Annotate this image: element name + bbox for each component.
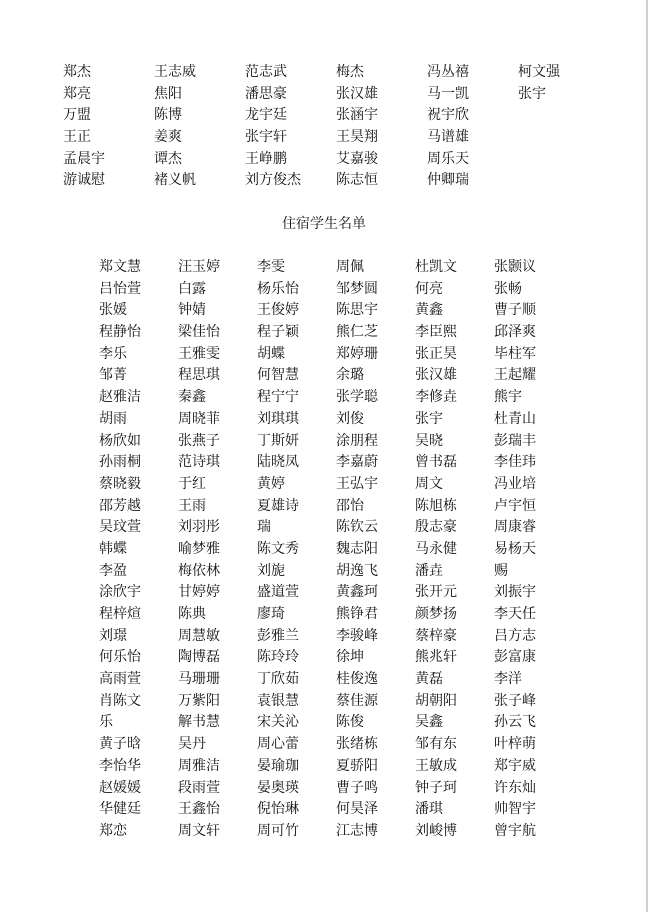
student-name-cell: 彭富康 [494,649,536,666]
student-name-cell: 夏雄诗 [257,497,299,514]
student-name-cell: 钟婧 [178,302,206,319]
student-name-cell: 徐坤 [336,649,364,666]
student-name-cell: 甘婷婷 [178,584,220,601]
student-name-cell: 张开元 [415,584,457,601]
student-name-cell: 陈文秀 [257,540,299,557]
student-name-cell: 何乐怡 [99,649,141,666]
student-name-cell: 宋关沁 [257,714,299,731]
student-name-cell: 郑宇威 [494,757,536,774]
student-name-cell: 邹菁 [99,367,127,384]
name-cell: 王志威 [154,64,196,80]
student-name-cell: 盛道萱 [257,584,299,601]
student-name-cell: 段雨萱 [178,779,220,796]
student-name-cell: 黄鑫珂 [336,584,378,601]
student-name-cell: 陈钦云 [336,519,378,536]
student-name-cell: 周雅洁 [178,757,220,774]
student-name-cell: 晏奥瑛 [257,779,299,796]
student-name-cell: 刘璟 [99,627,127,644]
student-name-cell: 彭瑞丰 [494,432,536,449]
name-cell: 仲卿瑞 [427,172,469,189]
student-name-cell: 何智慧 [257,367,299,384]
student-name-cell: 张畅 [494,280,522,297]
name-cell: 陈博 [154,107,182,124]
student-name-cell: 王敏成 [415,757,457,774]
student-name-cell: 秦鑫 [178,389,206,406]
name-cell: 张涵宇 [336,107,378,124]
student-name-cell: 张燕子 [178,432,220,449]
name-cell: 焦阳 [154,85,182,102]
student-name-cell: 晏瑜珈 [257,757,299,774]
student-name-cell: 廖琦 [257,606,285,622]
student-name-cell: 张颢议 [494,259,536,275]
student-name-cell: 黄婷 [257,475,285,492]
student-name-cell: 李骏峰 [336,627,378,644]
student-name-cell: 王鑫怡 [178,801,220,818]
student-name-cell: 帅智宇 [494,801,536,818]
student-name-cell: 杨欣如 [99,432,141,449]
student-name-cell: 乐 [99,714,113,731]
student-name-cell: 刘羽彤 [178,519,220,536]
student-name-cell: 周慧敏 [178,627,220,644]
name-cell: 马一凯 [427,85,469,102]
student-name-cell: 卢宇恒 [494,497,536,514]
student-name-cell: 熊宇 [494,389,522,406]
student-name-cell: 郑婷珊 [336,345,378,362]
student-name-cell: 吴鑫 [415,714,443,731]
student-name-cell: 周康睿 [494,519,536,536]
student-name-cell: 颜梦扬 [415,606,457,622]
student-name-cell: 钟子珂 [415,779,457,796]
student-name-cell: 周文轩 [178,822,220,839]
student-name-cell: 周文 [415,475,443,492]
student-name-cell: 邹梦圆 [336,280,378,297]
student-name-cell: 刘琪琪 [257,410,299,427]
student-name-cell: 王起耀 [494,367,536,384]
student-name-cell: 张子峰 [494,692,536,709]
student-name-cell: 李天任 [494,606,536,622]
name-cell: 游诚慰 [63,172,105,189]
student-name-cell: 陈俊 [336,714,364,731]
student-name-cell: 袁银慧 [257,692,299,709]
student-name-cell: 孙云飞 [494,714,536,731]
student-name-cell: 刘旎 [257,562,285,579]
student-name-cell: 夏骄阳 [336,757,378,774]
name-cell: 艾嘉骏 [336,150,378,167]
student-name-cell: 杨乐怡 [257,280,299,297]
student-name-cell: 李怡华 [99,757,141,774]
student-name-cell: 李佳玮 [494,454,536,471]
student-name-cell: 蔡佳源 [336,692,378,709]
student-name-cell: 赵媛媛 [99,779,141,796]
student-name-cell: 郑文慧 [99,259,141,275]
student-name-cell: 吴丹 [178,736,206,753]
student-name-cell: 王俊婷 [257,302,299,319]
student-name-cell: 韩蝶 [99,540,127,557]
student-name-cell: 陆晓凤 [257,454,299,471]
student-name-cell: 万紫阳 [178,692,220,709]
student-name-cell: 桂俊逸 [336,671,378,688]
student-name-cell: 刘振宇 [494,584,536,601]
student-name-cell: 陈思宇 [336,302,378,319]
student-name-cell: 喻梦雅 [178,540,220,557]
student-name-cell: 马永健 [415,540,457,557]
student-name-cell: 周佩 [336,259,364,275]
name-cell: 潘思豪 [245,85,287,102]
student-name-cell: 吴晓 [415,432,443,449]
name-cell: 陈志恒 [336,172,378,189]
student-name-cell: 李嘉蔚 [336,454,378,471]
name-cell: 王峥鹏 [245,150,287,167]
student-name-cell: 白露 [178,280,206,297]
student-name-cell: 刘峻博 [415,822,457,839]
student-name-cell: 杜凯文 [415,259,457,275]
student-name-cell: 于红 [178,475,206,492]
student-name-cell: 邵怡 [336,497,364,514]
name-cell: 万盟 [63,107,91,124]
name-cell [518,149,609,171]
student-name-cell: 周心蕾 [257,736,299,753]
student-name-cell: 杜青山 [494,410,536,427]
name-cell [518,127,609,149]
student-name-cell: 何亮 [415,280,443,297]
student-name-cell: 邵芳越 [99,497,141,514]
student-name-cell: 肖陈文 [99,692,141,709]
student-name-cell: 彭雅兰 [257,627,299,644]
student-name-cell: 周可竹 [257,822,299,839]
student-name-cell: 张学聪 [336,389,378,406]
student-name-cell: 程宁宁 [257,389,299,406]
student-name-cell: 潘琪 [415,801,443,818]
name-cell: 姜爽 [154,129,182,146]
student-name-cell: 刘俊 [336,410,364,427]
student-name-cell: 吴玟萱 [99,519,141,536]
name-cell: 周乐天 [427,150,469,167]
name-cell: 褚义帆 [154,172,196,189]
student-name-cell: 丁斯妍 [257,432,299,449]
student-name-cell: 黄子晗 [99,736,141,753]
student-name-cell: 张绪栋 [336,736,378,753]
name-cell: 祝宇欣 [427,107,469,124]
name-cell: 孟晨宇 [63,150,105,167]
student-name-cell: 王雅雯 [178,345,220,362]
student-name-cell: 王雨 [178,497,206,514]
student-name-cell: 胡蝶 [257,345,285,362]
student-name-cell: 曹子鸣 [336,779,378,796]
name-cell: 柯文强 [518,64,560,80]
student-name-cell: 胡朝阳 [415,692,457,709]
name-cell: 王昊翔 [336,129,378,146]
student-name-cell: 易杨天 [494,540,536,557]
name-cell [518,105,609,127]
student-name-cell: 胡逸飞 [336,562,378,579]
student-name-cell: 李乐 [99,345,127,362]
student-name-cell: 魏志阳 [336,540,378,557]
student-name-cell: 涂朋程 [336,432,378,449]
student-name-cell: 吕方志 [494,627,536,644]
student-name-cell: 曾宇航 [494,822,536,839]
name-cell: 冯丛禧 [427,64,469,80]
student-name-cell: 熊铮君 [336,606,378,622]
name-cell: 郑杰 [63,64,91,80]
name-cell: 张宇 [518,85,546,102]
student-name-cell: 吕怡萱 [99,280,141,297]
student-name-cell: 黄鑫 [415,302,443,319]
student-name-cell: 汪玉婷 [178,259,220,275]
student-name-cell: 陶博磊 [178,649,220,666]
name-cell: 谭杰 [154,150,182,167]
student-name-cell: 潘垚 [415,562,443,579]
student-name-cell: 华健廷 [99,801,141,818]
name-cell: 范志武 [245,64,287,80]
student-name-cell: 李雯 [257,259,285,275]
student-name-cell: 马珊珊 [178,671,220,688]
student-name-cell: 蔡晓毅 [99,475,141,492]
student-name-cell: 孙雨桐 [99,454,141,471]
boarding-student-list [99,257,573,843]
name-cell: 王正 [63,129,91,146]
name-cell: 马谱雄 [427,129,469,146]
student-name-cell: 余璐 [336,367,364,384]
student-name-cell: 程静怡 [99,324,141,341]
student-name-cell: 叶梓萌 [494,736,536,753]
student-name-cell: 熊仁芝 [336,324,378,341]
student-name-cell: 李盈 [99,562,127,579]
name-cell [518,170,609,192]
student-name-cell: 陈旭栋 [415,497,457,514]
student-name-cell: 瑞 [257,519,271,536]
student-name-cell: 范诗琪 [178,454,220,471]
top-name-list [63,62,609,192]
student-name-cell: 李修垚 [415,389,457,406]
student-name-cell: 陈典 [178,606,206,622]
student-name-cell: 张汉雄 [415,367,457,384]
student-name-cell: 程梓煊 [99,606,141,622]
name-cell: 龙宇廷 [245,107,287,124]
student-name-cell: 赵雅洁 [99,389,141,406]
name-cell: 郑亮 [63,85,91,102]
student-name-cell: 黄磊 [415,671,443,688]
student-name-cell: 赐 [494,562,508,579]
student-name-cell: 涂欣宇 [99,584,141,601]
section-title: 住宿学生名单 [282,216,366,232]
student-name-cell: 陈玲玲 [257,649,299,666]
student-name-cell: 张媛 [99,302,127,319]
name-cell: 刘方俊杰 [245,172,301,189]
student-name-cell: 倪怡琳 [257,801,299,818]
student-name-cell: 邱泽爽 [494,324,536,341]
student-name-cell: 解书慧 [178,714,220,731]
name-cell: 张汉雄 [336,85,378,102]
student-name-cell: 周晓菲 [178,410,220,427]
student-name-cell: 张宇 [415,410,443,427]
student-name-cell: 许东灿 [494,779,536,796]
student-name-cell: 曾书磊 [415,454,457,471]
student-name-cell: 程子颖 [257,324,299,341]
name-cell: 梅杰 [336,64,364,80]
name-cell: 张宇轩 [245,129,287,146]
student-name-cell: 何昊泽 [336,801,378,818]
student-name-cell: 蔡梓豪 [415,627,457,644]
student-name-cell: 殷志豪 [415,519,457,536]
student-name-cell: 熊兆轩 [415,649,457,666]
student-name-cell: 王弘宇 [336,475,378,492]
student-name-cell: 冯业培 [494,475,536,492]
student-name-cell: 李洋 [494,671,522,688]
student-name-cell: 李臣熙 [415,324,457,341]
student-name-cell: 丁欣茹 [257,671,299,688]
student-name-cell: 曹子顺 [494,302,536,319]
student-name-cell: 梁佳怡 [178,324,220,341]
student-name-cell: 梅依林 [178,562,220,579]
student-name-cell: 毕柱军 [494,345,536,362]
student-name-cell: 胡雨 [99,410,127,427]
student-name-cell: 张正昊 [415,345,457,362]
student-name-cell: 郑恋 [99,822,127,839]
student-name-cell: 高雨萱 [99,671,141,688]
student-name-cell: 程思琪 [178,367,220,384]
student-name-cell: 江志博 [336,822,378,839]
student-name-cell: 邹有东 [415,736,457,753]
